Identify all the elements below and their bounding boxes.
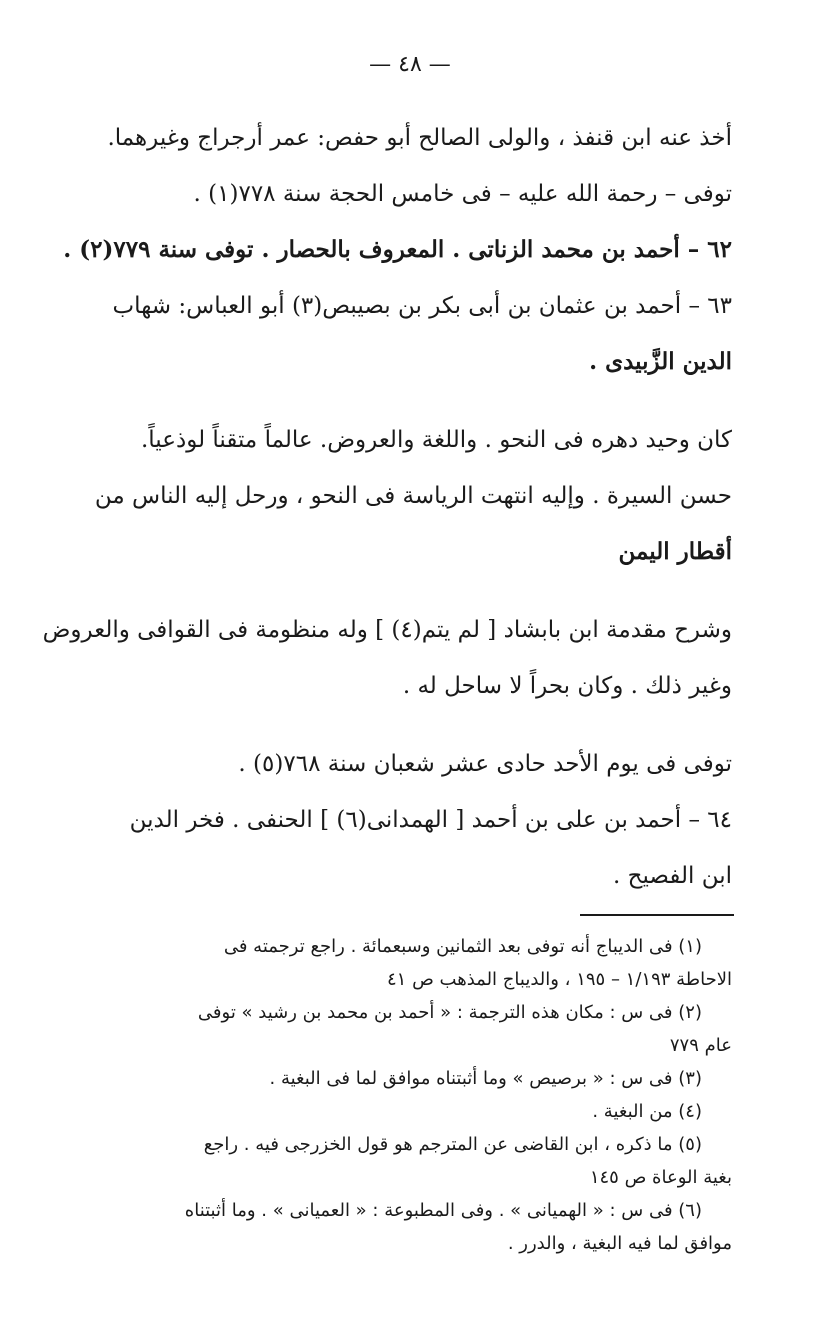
footnote-4: (٤) من البغية .	[592, 1101, 702, 1122]
text-line: وشرح مقدمة ابن بابشاد [ لم يتم(٤) ] وله منظومة فى القوافى والعروض	[42, 617, 732, 643]
text-line: كان وحيد دهره فى النحو . واللغة والعروض. عالماً متقناً لوذعياً.	[140, 427, 732, 453]
text-line: توفى – رحمة الله عليه – فى خامس الحجة سنة ٧٧٨(١) .	[193, 181, 732, 207]
text-line: أخذ عنه ابن قنفذ ، والولى الصالح أبو حفص: عمر أرجراج وغيرهما.	[107, 125, 732, 151]
text-line: حسن السيرة . وإليه انتهت الرياسة فى النحو ، ورحل إليه الناس من	[94, 483, 732, 509]
footnote-6-cont: موافق لما فيه البغية ، والدرر .	[507, 1233, 732, 1254]
entry-63: ٦٣ – أحمد بن عثمان بن أبى بكر بن بصيبص(٣) أبو العباس: شهاب	[112, 293, 732, 319]
footnotes	[72, 930, 732, 1260]
entry-62: ٦٢ – أحمد بن محمد الزناتى . المعروف بالحصار . توفى سنة ٧٧٩(٢) .	[63, 236, 732, 263]
footnote-1-cont: الاحاطة ١/١٩٣ – ١٩٥ ، والديباج المذهب ص ٤١	[387, 969, 732, 990]
footnote-2: (٢) فى س : مكان هذه الترجمة : « أحمد بن محمد بن رشيد » توفى	[197, 1002, 702, 1023]
main-text	[42, 110, 732, 904]
text-line: توفى فى يوم الأحد حادى عشر شعبان سنة ٧٦٨(٥) .	[238, 751, 732, 777]
footnote-separator	[580, 914, 734, 916]
footnote-5: (٥) ما ذكره ، ابن القاضى عن المترجم هو قول الخزرجى فيه . راجع	[203, 1134, 702, 1155]
entry-64: ٦٤ – أحمد بن على بن أحمد [ الهمدانى(٦) ] الحنفى . فخر الدين	[129, 807, 732, 833]
footnote-6: (٦) فى س : « الهميانى » . وفى المطبوعة : « العميانى » . وما أثبتناه	[184, 1200, 702, 1221]
text-line: الدين الزَّبيدى .	[589, 348, 732, 375]
footnote-2-cont: عام ٧٧٩	[669, 1035, 732, 1056]
text-line: ابن الفصيح .	[613, 863, 732, 889]
footnote-5-cont: بغية الوعاة ص ١٤٥	[589, 1167, 732, 1188]
footnote-3: (٣) فى س : « برصيص » وما أثبتناه موافق لما فى البغية .	[269, 1068, 702, 1089]
text-line: أقطار اليمن	[618, 538, 732, 565]
page-number: — ٤٨ —	[369, 52, 451, 77]
footnote-1: (١) فى الديباج أنه توفى بعد الثمانين وسبعمائة . راجع ترجمته فى	[223, 936, 702, 957]
text-line: وغير ذلك . وكان بحراً لا ساحل له .	[402, 673, 732, 699]
